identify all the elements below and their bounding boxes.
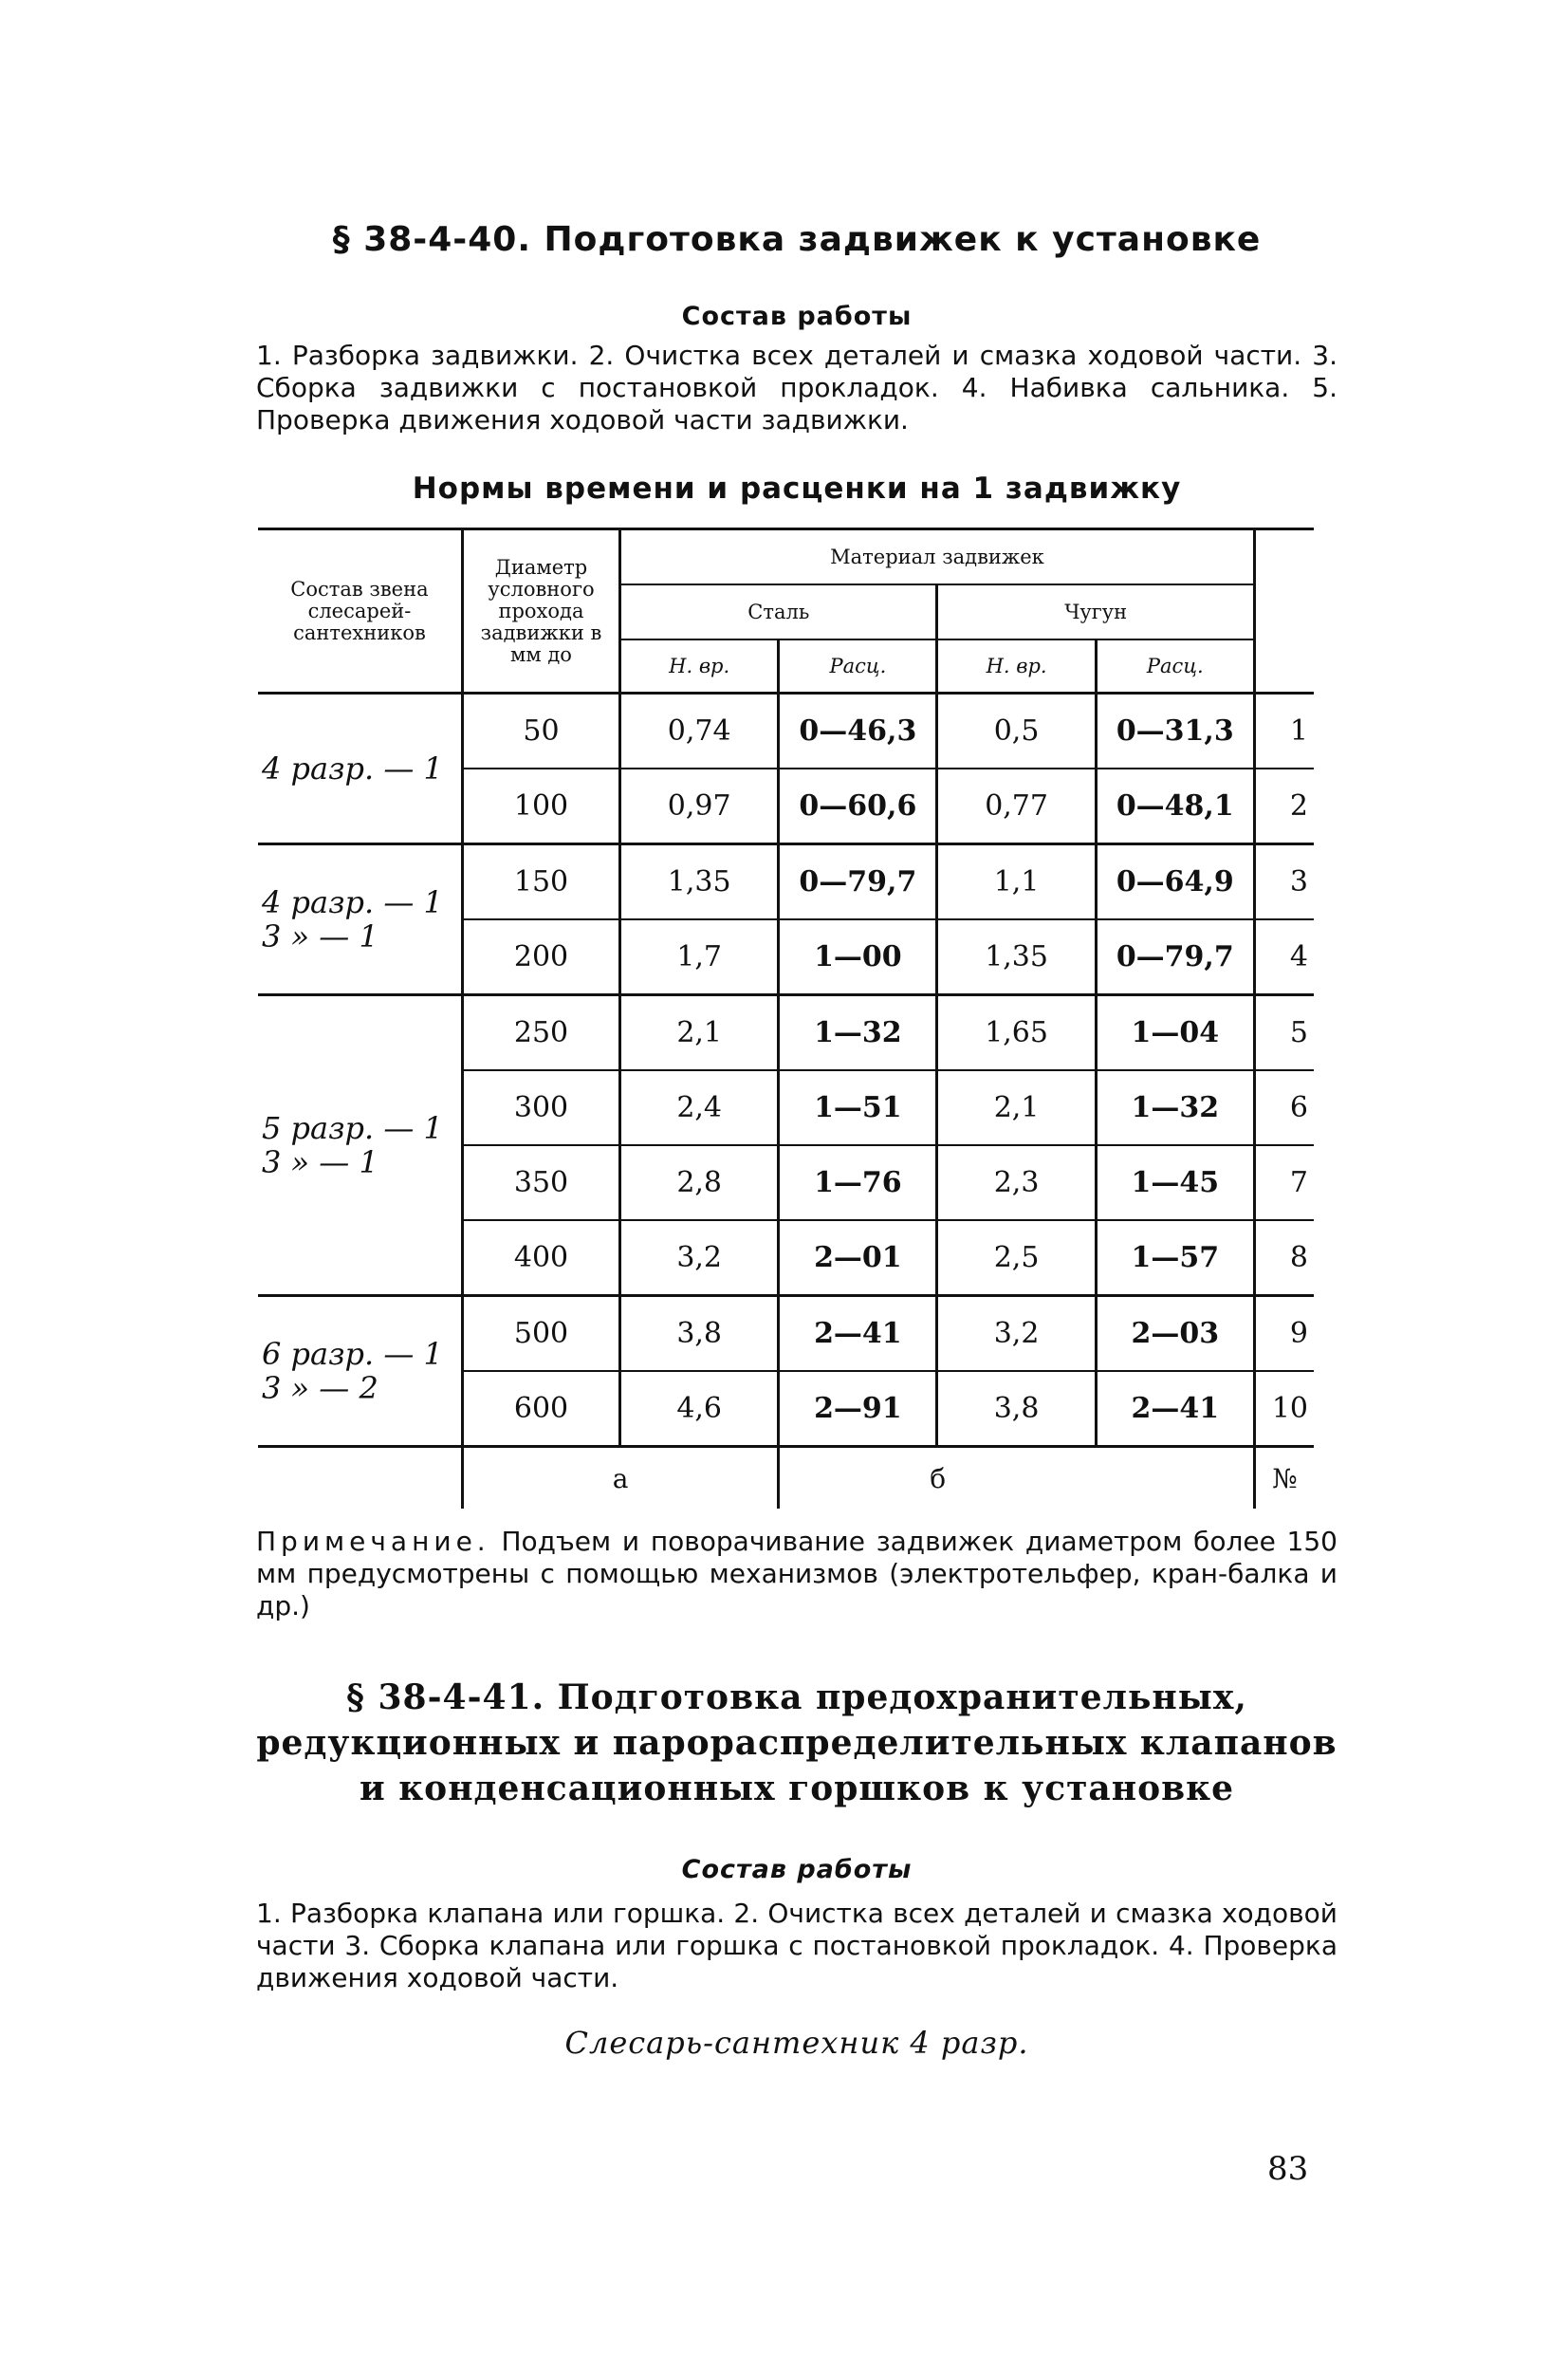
team-line: 3 » — 1 xyxy=(262,1144,378,1180)
iron-rate-cell: 0—31,3 xyxy=(1096,694,1254,769)
iron-time-cell: 2,1 xyxy=(937,1070,1096,1145)
iron-time-cell: 0,77 xyxy=(937,769,1096,844)
row-number: 4 xyxy=(1254,919,1314,995)
team-cell xyxy=(258,1296,462,1447)
norms-table xyxy=(258,528,1314,1509)
worker-line: Слесарь-сантехник 4 разр. xyxy=(564,2025,1029,2061)
iron-rate-cell: 1—45 xyxy=(1096,1145,1254,1220)
diameter-cell: 150 xyxy=(462,844,619,920)
steel-rate-cell: 0—60,6 xyxy=(779,769,937,844)
section2-work-text: 1. Разборка клапана или горшка. 2. Очистка всех деталей и смазка ходовой части 3. Сборка клапана или горшка с постановкой прокладок. 4. Проверка движения ходовой части. xyxy=(256,1898,1337,1993)
section2-title-line1: § 38-4-41. Подготовка предохранительных, xyxy=(346,1677,1247,1717)
steel-time-cell: 2,4 xyxy=(620,1070,779,1145)
header-steel: Сталь xyxy=(620,584,937,639)
diameter-cell: 250 xyxy=(462,995,619,1071)
table-footer-row xyxy=(258,1447,1314,1510)
header-steel-time: Н. вр. xyxy=(620,639,779,694)
steel-time-cell: 2,8 xyxy=(620,1145,779,1220)
diameter-cell: 300 xyxy=(462,1070,619,1145)
iron-rate-cell: 1—04 xyxy=(1096,995,1254,1071)
table-row xyxy=(258,1296,1314,1372)
steel-time-cell: 2,1 xyxy=(620,995,779,1071)
iron-time-cell: 1,65 xyxy=(937,995,1096,1071)
section2-work-heading: Состав работы xyxy=(681,1855,913,1884)
steel-time-cell: 1,35 xyxy=(620,844,779,920)
header-material: Материал задвижек xyxy=(620,529,1255,585)
team-line: 4 разр. — 1 xyxy=(262,750,443,787)
footer-col-no: № xyxy=(1254,1447,1314,1510)
steel-rate-cell: 1—32 xyxy=(779,995,937,1071)
diameter-cell: 400 xyxy=(462,1220,619,1296)
note xyxy=(256,1526,1337,1622)
iron-time-cell: 0,5 xyxy=(937,694,1096,769)
table-title: Нормы времени и расценки на 1 задвижку xyxy=(412,472,1182,506)
header-iron-time: Н. вр. xyxy=(937,639,1096,694)
row-number: 1 xyxy=(1254,694,1314,769)
diameter-cell: 350 xyxy=(462,1145,619,1220)
steel-time-cell: 0,74 xyxy=(620,694,779,769)
steel-time-cell: 3,8 xyxy=(620,1296,779,1372)
row-number: 9 xyxy=(1254,1296,1314,1372)
steel-rate-cell: 0—79,7 xyxy=(779,844,937,920)
row-number: 10 xyxy=(1254,1371,1314,1447)
table-row xyxy=(258,694,1314,769)
diameter-cell: 600 xyxy=(462,1371,619,1447)
team-line: 6 разр. — 1 xyxy=(262,1336,443,1372)
iron-rate-cell: 0—64,9 xyxy=(1096,844,1254,920)
header-iron: Чугун xyxy=(937,584,1254,639)
team-line: 4 разр. — 1 xyxy=(262,884,443,920)
iron-time-cell: 3,8 xyxy=(937,1371,1096,1447)
footer-spacer xyxy=(1096,1447,1254,1510)
team-line: 5 разр. — 1 xyxy=(262,1110,443,1146)
header-blank xyxy=(1254,529,1314,694)
steel-rate-cell: 2—41 xyxy=(779,1296,937,1372)
iron-rate-cell: 0—79,7 xyxy=(1096,919,1254,995)
steel-rate-cell: 1—76 xyxy=(779,1145,937,1220)
header-team: Состав звена слесарей-сантехников xyxy=(258,529,462,694)
steel-time-cell: 1,7 xyxy=(620,919,779,995)
row-number: 8 xyxy=(1254,1220,1314,1296)
header-diameter: Диаметр условного прохода задвижки в мм до xyxy=(462,529,619,694)
row-number: 7 xyxy=(1254,1145,1314,1220)
iron-time-cell: 2,5 xyxy=(937,1220,1096,1296)
steel-rate-cell: 1—00 xyxy=(779,919,937,995)
section2-title-line2: редукционных и парораспределительных клапанов xyxy=(256,1723,1337,1763)
table-row xyxy=(258,844,1314,920)
iron-rate-cell: 1—57 xyxy=(1096,1220,1254,1296)
row-number: 6 xyxy=(1254,1070,1314,1145)
steel-time-cell: 4,6 xyxy=(620,1371,779,1447)
row-number: 3 xyxy=(1254,844,1314,920)
footer-col-b: б xyxy=(779,1447,1096,1510)
diameter-cell: 50 xyxy=(462,694,619,769)
page-number: 83 xyxy=(1267,2150,1309,2188)
team-cell xyxy=(258,844,462,995)
note-label: Примечание. xyxy=(256,1526,490,1557)
iron-rate-cell: 1—32 xyxy=(1096,1070,1254,1145)
team-cell xyxy=(258,995,462,1296)
team-line: 3 » — 1 xyxy=(262,918,378,954)
team-cell xyxy=(258,694,462,844)
iron-rate-cell: 0—48,1 xyxy=(1096,769,1254,844)
steel-rate-cell: 0—46,3 xyxy=(779,694,937,769)
header-iron-rate: Расц. xyxy=(1096,639,1254,694)
footer-blank xyxy=(258,1447,462,1510)
header-steel-rate: Расц. xyxy=(779,639,937,694)
footer-col-a: а xyxy=(462,1447,778,1510)
row-number: 5 xyxy=(1254,995,1314,1071)
iron-time-cell: 1,1 xyxy=(937,844,1096,920)
steel-rate-cell: 2—01 xyxy=(779,1220,937,1296)
diameter-cell: 500 xyxy=(462,1296,619,1372)
steel-time-cell: 0,97 xyxy=(620,769,779,844)
steel-time-cell: 3,2 xyxy=(620,1220,779,1296)
iron-time-cell: 3,2 xyxy=(937,1296,1096,1372)
section2-title-line3: и конденсационных горшков к установке xyxy=(359,1769,1235,1808)
team-line: 3 » — 2 xyxy=(262,1370,378,1406)
section-title: § 38-4-40. Подготовка задвижек к установке xyxy=(332,220,1262,259)
row-number: 2 xyxy=(1254,769,1314,844)
work-composition-heading: Состав работы xyxy=(681,302,913,331)
diameter-cell: 100 xyxy=(462,769,619,844)
steel-rate-cell: 1—51 xyxy=(779,1070,937,1145)
note-text: Подъем и поворачивание задвижек диаметром более 150 мм предусмотрены с помощью механизмов (электротельфер, кран-балка и др.) xyxy=(256,1526,1337,1621)
steel-rate-cell: 2—91 xyxy=(779,1371,937,1447)
iron-rate-cell: 2—03 xyxy=(1096,1296,1254,1372)
work-composition-text: 1. Разборка задвижки. 2. Очистка всех деталей и смазка ходовой части. 3. Сборка задвижки с постановкой прокладок. 4. Набивка сальника. 5. Проверка движения ходовой части задвижки. xyxy=(256,340,1337,435)
iron-time-cell: 1,35 xyxy=(937,919,1096,995)
iron-rate-cell: 2—41 xyxy=(1096,1371,1254,1447)
iron-time-cell: 2,3 xyxy=(937,1145,1096,1220)
diameter-cell: 200 xyxy=(462,919,619,995)
table-row xyxy=(258,995,1314,1071)
